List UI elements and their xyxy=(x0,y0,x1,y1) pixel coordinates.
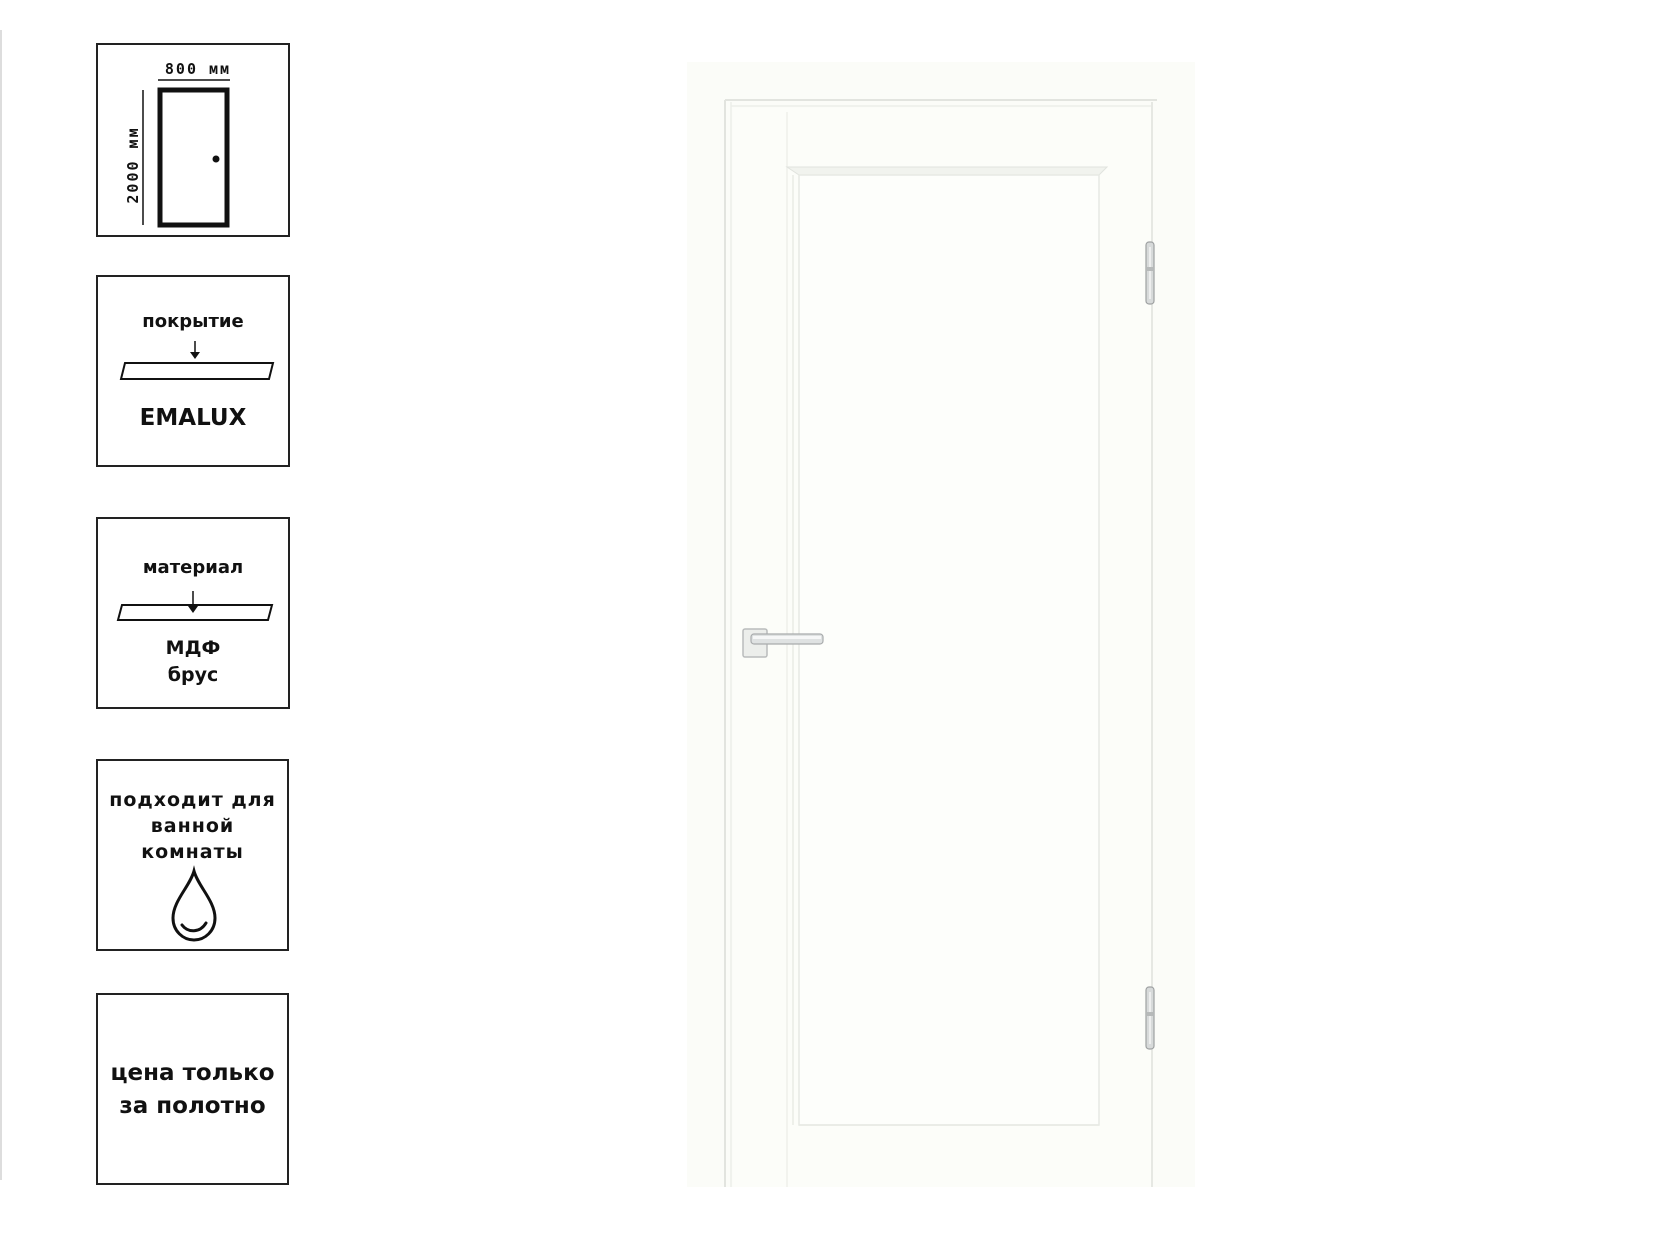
width-label: 800 мм xyxy=(164,60,232,78)
bathroom-card xyxy=(96,759,289,951)
water-drop-icon xyxy=(98,761,291,953)
coating-card xyxy=(96,275,290,467)
height-label: 2000 мм xyxy=(124,126,142,204)
material-value xyxy=(98,635,288,688)
bathroom-line1: подходит для xyxy=(109,789,276,811)
bathroom-line2: ванной xyxy=(150,815,235,838)
coating-layer-icon xyxy=(98,277,292,469)
dimensions-card xyxy=(96,43,290,237)
door-image xyxy=(687,62,1195,1187)
left-edge-mark xyxy=(0,30,2,1180)
material-caption: материал xyxy=(142,557,244,578)
coating-caption: покрытие xyxy=(142,311,244,332)
price-note-line2: за полотно xyxy=(119,1092,266,1119)
door-outline-icon xyxy=(98,45,292,239)
bathroom-line3: комнаты xyxy=(141,841,244,864)
top-hinge-icon xyxy=(1146,242,1154,304)
price-note-card xyxy=(96,993,289,1185)
material-value-line1: МДФ xyxy=(165,637,221,659)
material-value-line2: брус xyxy=(167,663,219,686)
price-note-line1: цена только xyxy=(110,1060,275,1086)
coating-value: EMALUX xyxy=(139,405,247,431)
material-card xyxy=(96,517,290,709)
price-note-text xyxy=(98,1057,287,1122)
bottom-hinge-icon xyxy=(1146,987,1154,1049)
